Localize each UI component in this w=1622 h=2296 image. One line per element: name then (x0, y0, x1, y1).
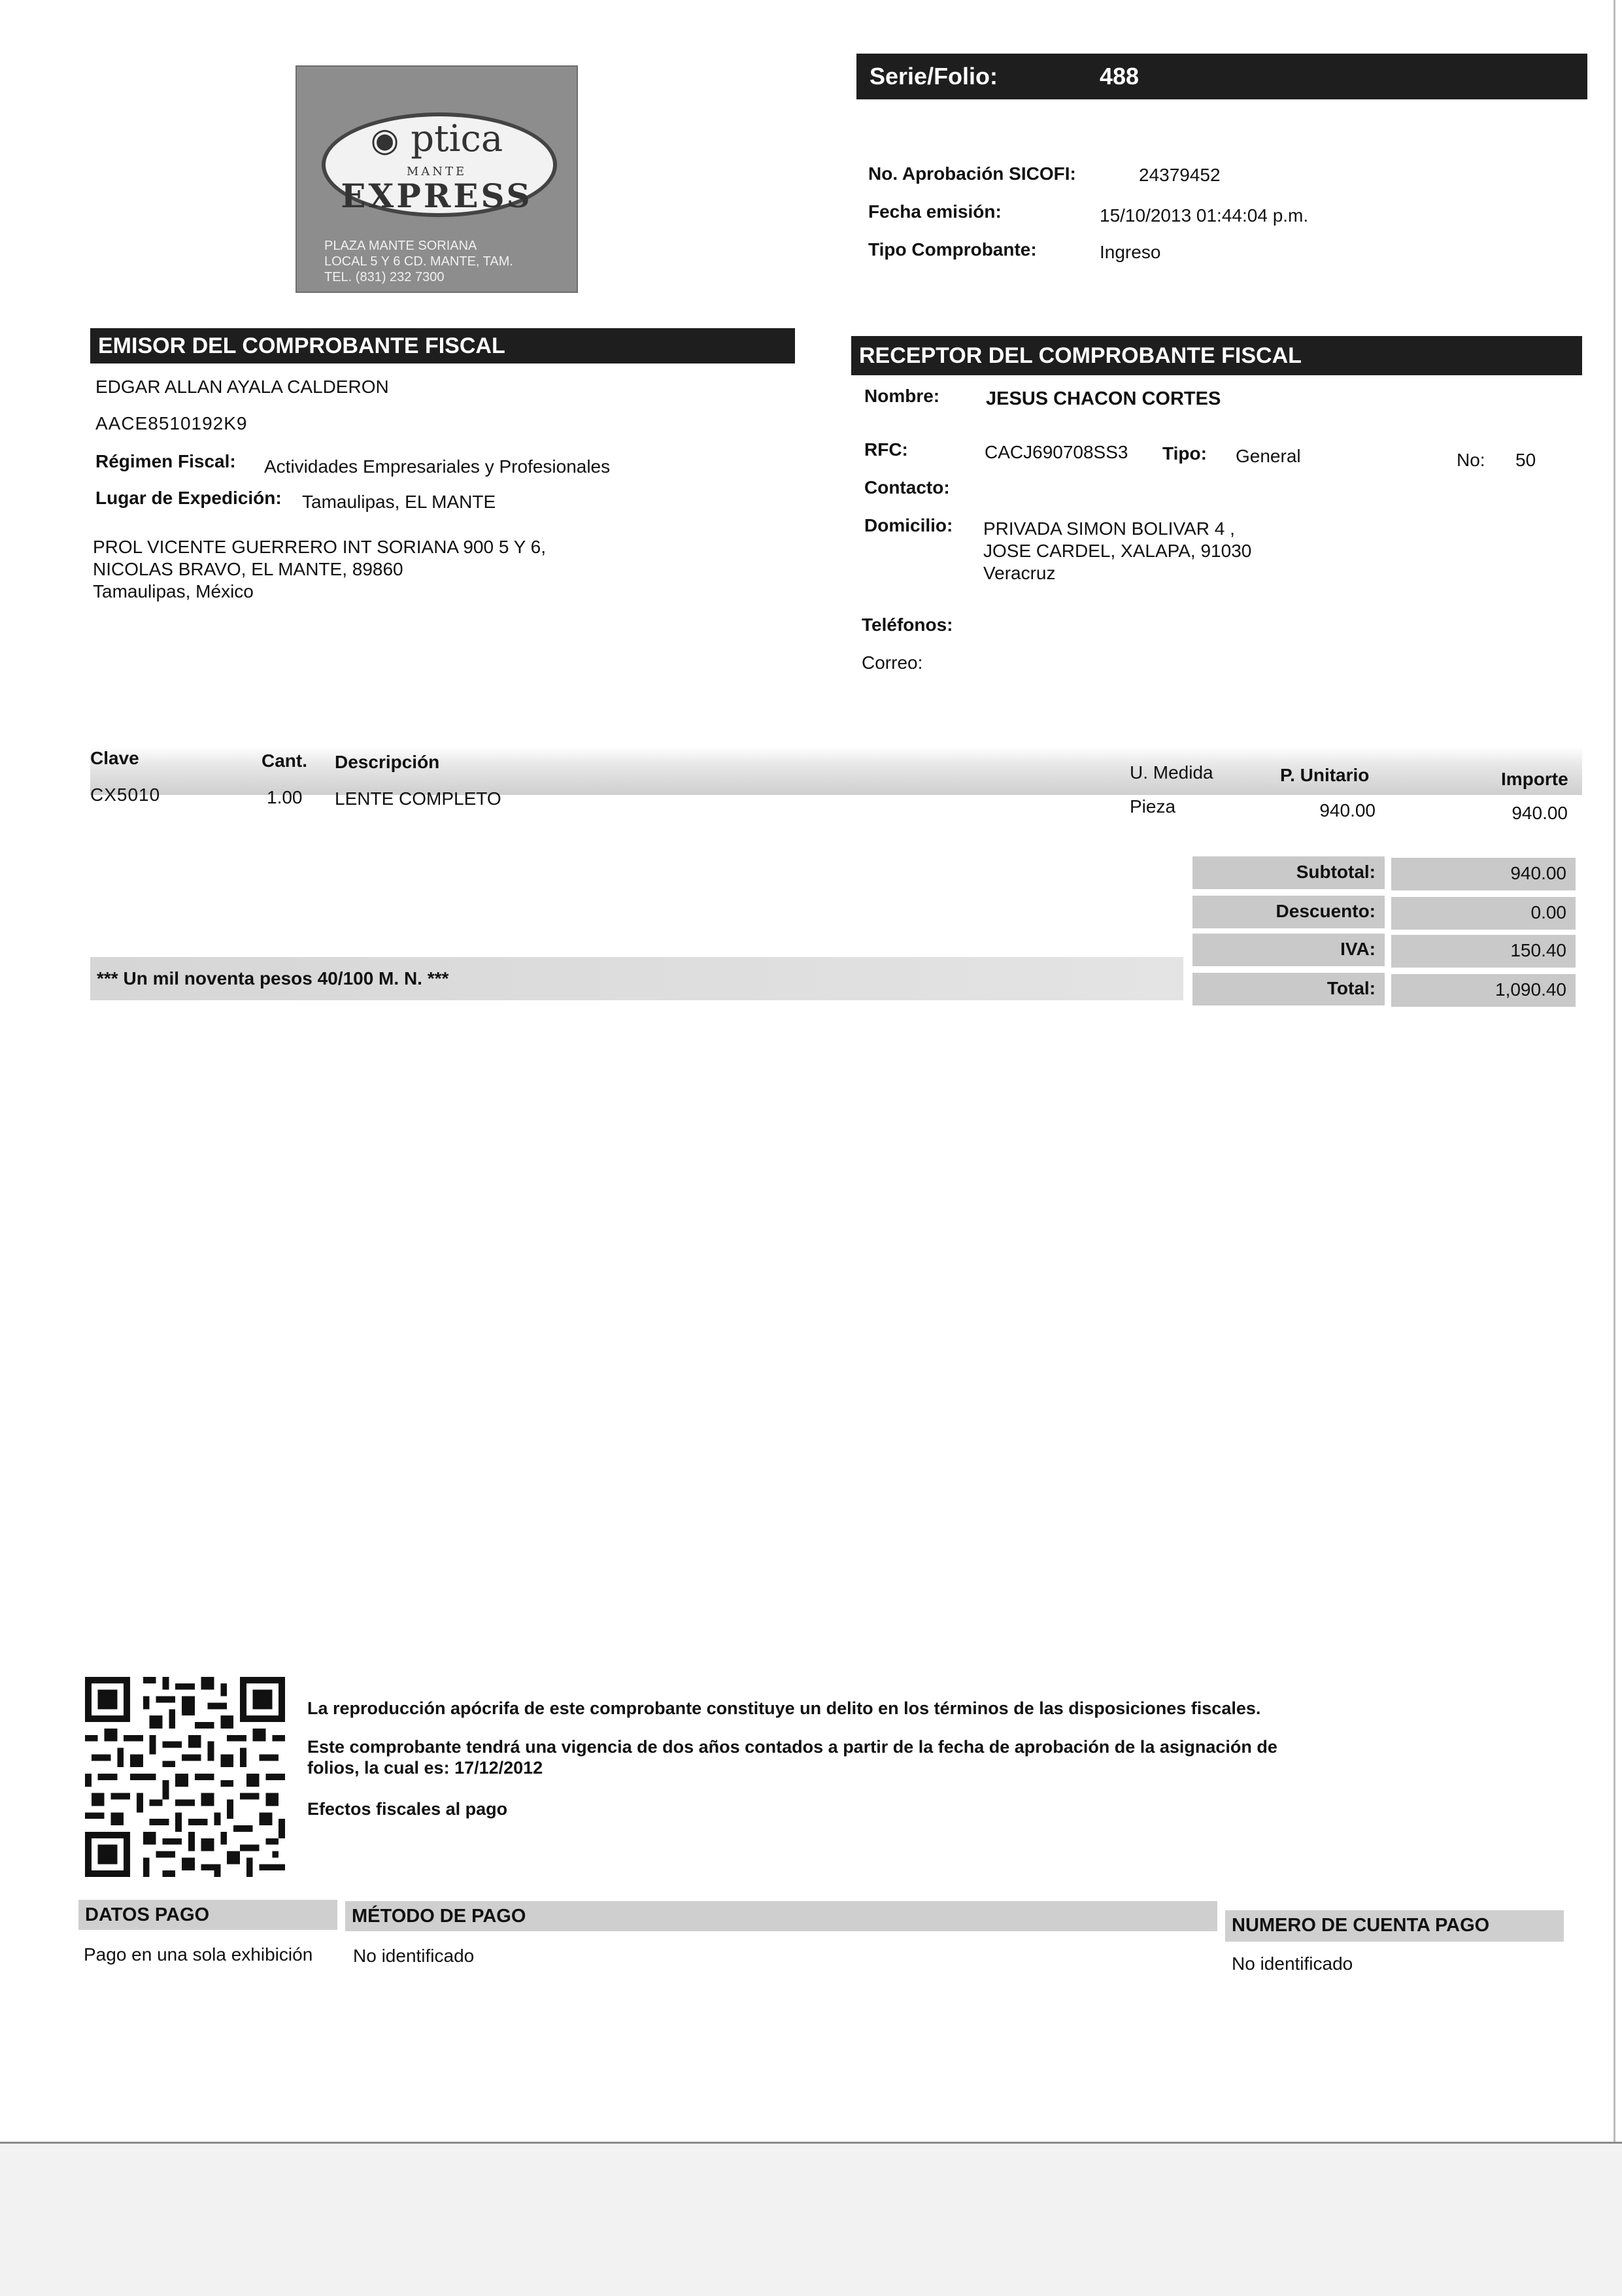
nombre-label: Nombre: (864, 386, 940, 406)
receptor-domicilio (983, 518, 1251, 584)
legal-line-3: Efectos fiscales al pago (307, 1799, 508, 1819)
metodo-pago-title: MÉTODO DE PAGO (345, 1901, 1217, 1931)
legal-line-1: La reproducción apócrifa de este comprobante constituye un delito en los términos de las disposiciones fiscales. (307, 1698, 1261, 1718)
col-medida: U. Medida (1130, 762, 1213, 783)
table-row (0, 782, 1622, 828)
logo-address-line: LOCAL 5 Y 6 CD. MANTE, TAM. (324, 254, 513, 269)
aprobacion-label: No. Aprobación SICOFI: (868, 163, 1076, 184)
subtotal-value: 940.00 (1391, 858, 1576, 890)
regimen-label: Régimen Fiscal: (95, 451, 236, 471)
aprobacion-value: 24379452 (1139, 165, 1221, 185)
legal-line-2 (307, 1736, 1277, 1778)
nombre-value: JESUS CHACON CORTES (986, 388, 1221, 409)
serie-folio-label: Serie/Folio: (870, 63, 998, 90)
rfc-value: CACJ690708SS3 (985, 442, 1128, 462)
contacto-label: Contacto: (864, 477, 950, 498)
total-value: 1,090.40 (1391, 974, 1576, 1007)
domicilio-line: JOSE CARDEL, XALAPA, 91030 (983, 541, 1252, 561)
domicilio-label: Domicilio: (864, 515, 953, 535)
legal-line-2b: folios, la cual es: 17/12/2012 (307, 1758, 543, 1778)
logo-brand-sub: MANTE (406, 165, 467, 178)
col-unitario: P. Unitario (1280, 765, 1370, 785)
scan-right-edge (1614, 0, 1615, 2142)
row-descripcion: LENTE COMPLETO (335, 788, 501, 809)
rfc-label: RFC: (864, 439, 908, 460)
serie-folio-bar (856, 54, 1587, 99)
lugar-expedicion-label: Lugar de Expedición: (95, 488, 282, 508)
row-medida: Pieza (1130, 796, 1176, 817)
col-descripcion: Descripción (335, 752, 440, 772)
cuenta-pago-value: No identificado (1232, 1953, 1353, 1974)
correo-label: Correo: (862, 652, 923, 673)
descuento-label: Descuento: (1192, 896, 1385, 928)
emisor-title: EMISOR DEL COMPROBANTE FISCAL (90, 328, 795, 363)
company-logo (296, 65, 578, 293)
fecha-emision-value: 15/10/2013 01:44:04 p.m. (1100, 205, 1309, 226)
regimen-value: Actividades Empresariales y Profesionales (264, 456, 611, 477)
col-clave: Clave (90, 748, 139, 768)
logo-brand-top-text: ptica (411, 118, 503, 160)
row-clave: CX5010 (90, 785, 161, 805)
domicilio-line: Veracruz (983, 563, 1056, 583)
iva-value: 150.40 (1391, 935, 1576, 968)
receptor-tipo-value: General (1236, 446, 1301, 466)
logo-brand-top (297, 118, 577, 160)
col-cant: Cant. (262, 751, 307, 771)
row-unitario: 940.00 (1319, 800, 1376, 820)
descuento-value: 0.00 (1391, 897, 1576, 930)
row-importe: 940.00 (1512, 803, 1568, 823)
emisor-rfc: AACE8510192K9 (95, 413, 248, 433)
receptor-no-label: No: (1457, 450, 1485, 470)
metodo-pago-value: No identificado (353, 1946, 475, 1966)
legal-line-2a: Este comprobante tendrá una vigencia de dos años contados a partir de la fecha de aprobación de la asignación de (307, 1737, 1277, 1757)
tipo-comprobante-value: Ingreso (1100, 242, 1161, 262)
amount-in-words: *** Un mil noventa pesos 40/100 M. N. *** (90, 957, 1183, 1000)
emisor-address-line: NICOLAS BRAVO, EL MANTE, 89860 (93, 559, 403, 579)
subtotal-label: Subtotal: (1192, 856, 1385, 889)
logo-brand-main: EXPRESS (341, 177, 533, 215)
telefonos-label: Teléfonos: (862, 615, 953, 635)
logo-address-line: TEL. (831) 232 7300 (324, 270, 445, 284)
logo-address-line: PLAZA MANTE SORIANA (324, 239, 477, 253)
receptor-title: RECEPTOR DEL COMPROBANTE FISCAL (851, 336, 1582, 375)
cuenta-pago-title: NUMERO DE CUENTA PAGO (1225, 1910, 1564, 1942)
emisor-address-line: PROL VICENTE GUERRERO INT SORIANA 900 5 Y 6, (93, 537, 546, 557)
datos-pago-value: Pago en una sola exhibición (84, 1944, 313, 1965)
datos-pago-title: DATOS PAGO (78, 1900, 337, 1930)
tipo-comprobante-label: Tipo Comprobante: (868, 239, 1037, 260)
scan-bottom-edge (0, 2142, 1622, 2296)
iva-label: IVA: (1192, 934, 1385, 966)
emisor-name: EDGAR ALLAN AYALA CALDERON (95, 377, 389, 397)
row-cant: 1.00 (267, 787, 303, 807)
emisor-address-line: Tamaulipas, México (93, 581, 254, 601)
fecha-emision-label: Fecha emisión: (868, 201, 1002, 222)
col-importe: Importe (1501, 769, 1568, 789)
total-label: Total: (1192, 973, 1385, 1005)
receptor-tipo-label: Tipo: (1162, 443, 1207, 464)
emisor-address (93, 536, 546, 603)
eye-icon: ◉ (370, 121, 399, 159)
serie-folio-value: 488 (1100, 63, 1140, 90)
domicilio-line: PRIVADA SIMON BOLIVAR 4 , (983, 518, 1235, 539)
qr-code (85, 1677, 285, 1877)
lugar-expedicion-value: Tamaulipas, EL MANTE (302, 492, 496, 512)
receptor-no-value: 50 (1515, 450, 1536, 470)
logo-address (324, 238, 573, 285)
